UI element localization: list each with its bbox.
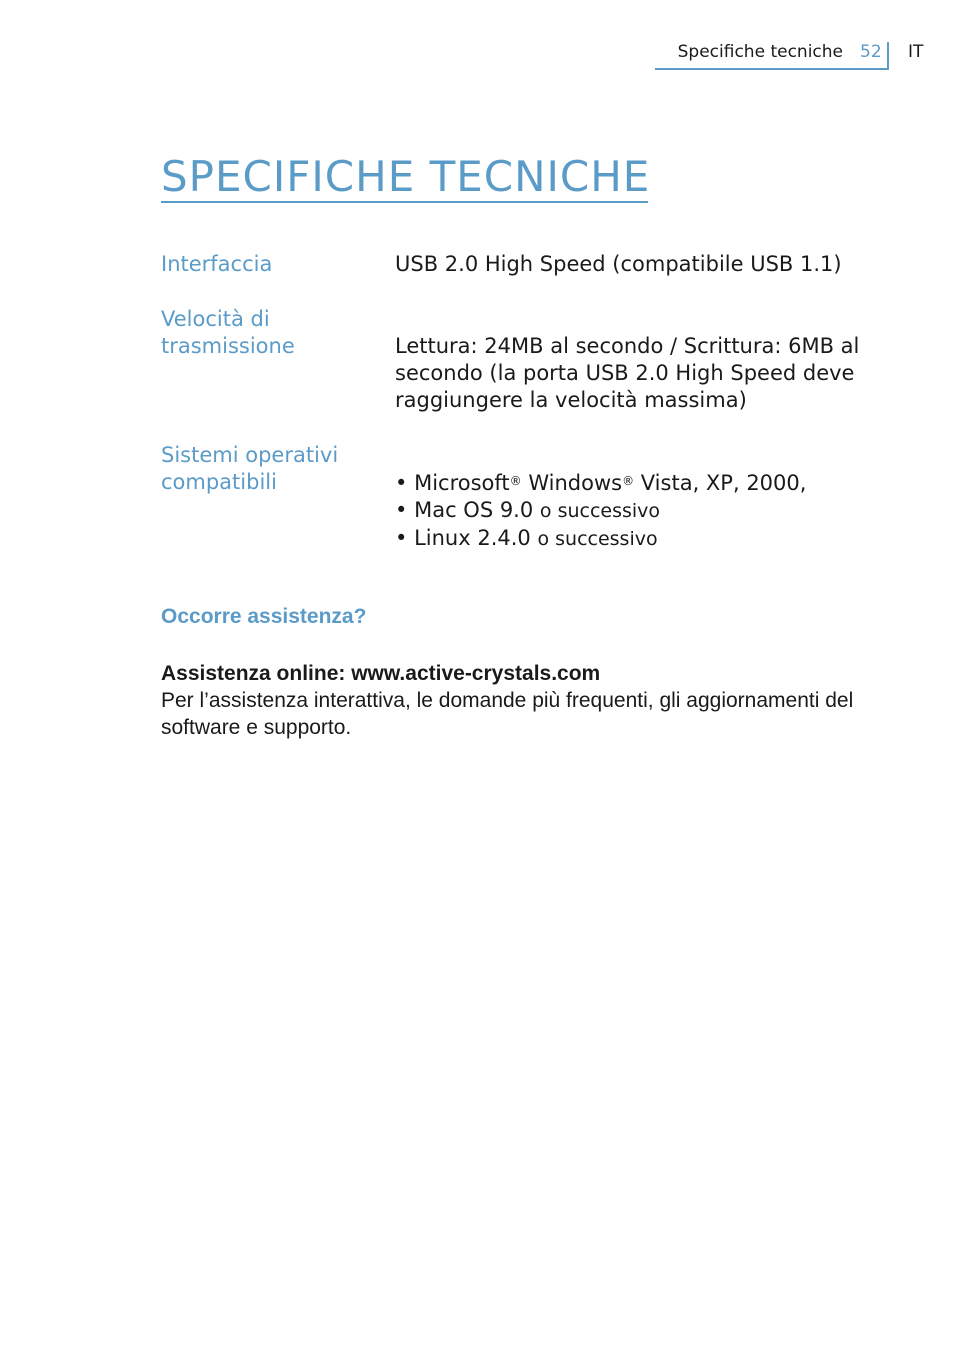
spec-value-transfer-speed: Lettura: 24MB al secondo / Scrittura: 6MB al secondo (la porta USB 2.0 High Speed deve raggiungere la velocità massima) xyxy=(395,334,860,412)
spec-label-line: compatibili xyxy=(161,470,277,494)
page-number: 52 xyxy=(860,42,882,62)
os-versions: Vista, XP, 2000, xyxy=(640,471,807,495)
header-divider-vertical xyxy=(887,42,889,70)
language-code: IT xyxy=(908,42,924,62)
os-item-mac xyxy=(395,497,895,525)
spec-label-line: Interfaccia xyxy=(161,252,273,276)
os-name: Linux 2.4.0 xyxy=(414,526,531,550)
registered-mark: ® xyxy=(622,474,635,488)
online-support-label: Assistenza online: www.active-crystals.com xyxy=(161,662,601,685)
os-item-linux xyxy=(395,525,895,553)
spec-label-os xyxy=(161,442,371,496)
os-suffix: o successivo xyxy=(539,500,661,522)
header-rule xyxy=(655,68,889,70)
os-item-windows xyxy=(395,470,895,497)
bullet: • xyxy=(395,471,408,495)
running-title: Specifiche tecniche xyxy=(677,42,843,62)
registered-mark: ® xyxy=(509,474,522,488)
title-underline xyxy=(161,201,648,203)
spec-value-interface: USB 2.0 High Speed (compatibile USB 1.1) xyxy=(395,252,842,276)
spec-label-line: trasmissione xyxy=(161,334,295,358)
page-title: SPECIFICHE TECNICHE xyxy=(161,152,651,201)
spec-label-interface xyxy=(161,251,371,278)
help-heading: Occorre assistenza? xyxy=(161,605,367,628)
bullet: • xyxy=(395,526,408,550)
spec-label-line: Velocità di xyxy=(161,307,270,331)
os-suffix: o successivo xyxy=(537,528,658,550)
help-description: Per l’assistenza interattiva, le domande più frequenti, gli aggiornamenti del software e supporto. xyxy=(161,689,854,739)
spec-label-line: Sistemi operativi xyxy=(161,443,339,467)
os-brand: Microsoft xyxy=(414,471,510,495)
bullet: • xyxy=(395,498,408,522)
os-product: Windows xyxy=(528,471,623,495)
spec-label-transfer-speed xyxy=(161,306,371,360)
spec-value-os xyxy=(395,470,895,553)
help-block xyxy=(161,660,901,741)
os-list xyxy=(395,470,895,553)
os-name: Mac OS 9.0 xyxy=(414,498,534,522)
